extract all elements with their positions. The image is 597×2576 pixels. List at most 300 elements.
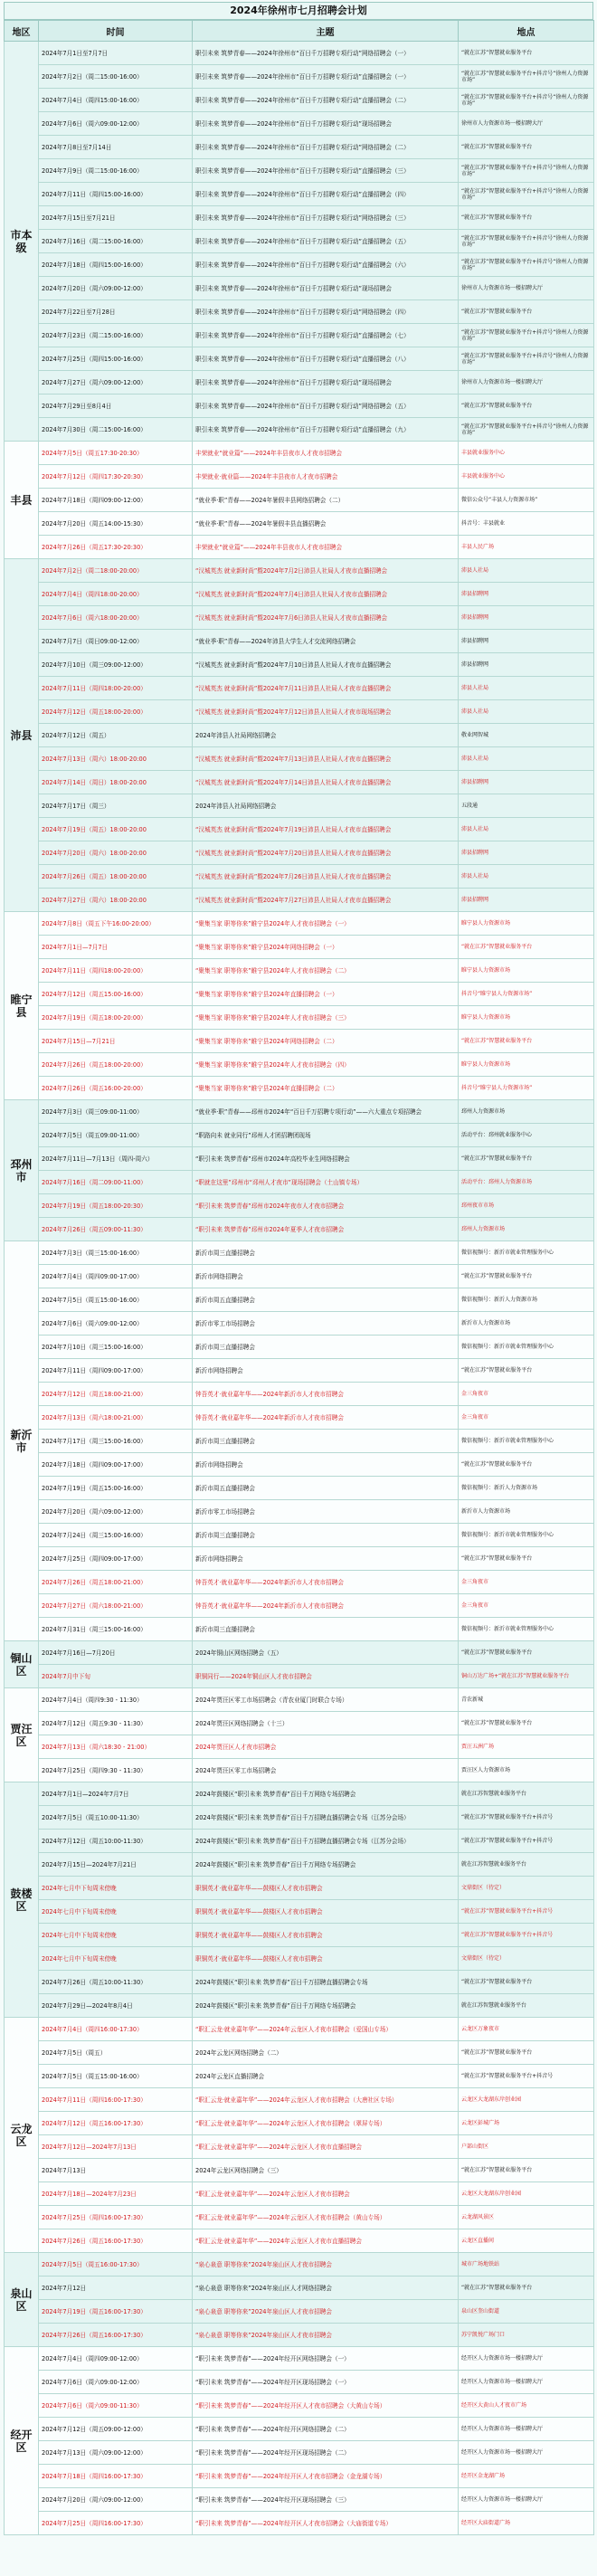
location-cell: 微信视频号：新沂市就业管理服务中心 bbox=[459, 1524, 594, 1547]
theme-cell: “泉心泉意 职等你来”2024年泉山区人才夜市招聘会 bbox=[193, 2324, 459, 2347]
location-cell: 活动平台：邳州人力资源市场 bbox=[459, 1171, 594, 1194]
time-cell: 2024年7月8日（周五下午16:00-20:00） bbox=[39, 912, 193, 936]
time-cell: 2024年7月15日—7月21日 bbox=[39, 1030, 193, 1053]
table-row bbox=[5, 630, 594, 653]
location-cell: 微信视频号：新沂市就业管理服务中心 bbox=[459, 1241, 594, 1265]
table-row bbox=[5, 253, 594, 277]
theme-cell: 职引未来 筑梦青春——2024年徐州市“百日千万招聘专项行动”网络招聘会（一） bbox=[193, 42, 459, 65]
table-row bbox=[5, 2371, 594, 2394]
theme-cell: 2024年云龙区网络招聘会（三） bbox=[193, 2159, 459, 2182]
time-cell: 2024年7月12日（周五18:00-21:00） bbox=[39, 1383, 193, 1406]
location-cell: “就在江苏”智慧就业服务平台+抖音号“徐州人力资源市场” bbox=[459, 230, 594, 253]
theme-cell: 职引未来 筑梦青春——2024年徐州市“百日千万招聘专项行动”直播招聘会（八） bbox=[193, 347, 459, 371]
table-row bbox=[5, 2065, 594, 2088]
theme-cell: 职铜英才·就业嘉年华——鼓楼区人才夜市招聘会 bbox=[193, 1947, 459, 1971]
location-cell: 五段通 bbox=[459, 794, 594, 818]
time-cell: 2024年7月12日（周五18:00-20:00） bbox=[39, 700, 193, 724]
theme-cell: “聚集当家 职等你来”睢宁县2024年直播招聘会（一） bbox=[193, 983, 459, 1006]
table-row bbox=[5, 794, 594, 818]
table-row bbox=[5, 1594, 594, 1618]
theme-cell: “就业季·职”青春——邳州市2024年“百日千万招聘专项行动”——六大重点专项招聘会 bbox=[193, 1100, 459, 1124]
location-cell: 经开区人力资源市场一楼招聘大厅 bbox=[459, 2347, 594, 2371]
time-cell: 2024年7月16日（周二09:00-11:00） bbox=[39, 1171, 193, 1194]
theme-cell: 职引未来 筑梦青春——2024年徐州市“百日千万招聘专项行动”直播招聘会（二） bbox=[193, 89, 459, 112]
table-row bbox=[5, 747, 594, 771]
theme-cell: “职引未来 筑梦青春”——2024年经开区网络招聘会（二） bbox=[193, 2418, 459, 2441]
time-cell: 2024年7月6日（周六09:00-12:00） bbox=[39, 2371, 193, 2394]
table-row bbox=[5, 1147, 594, 1171]
table-row bbox=[5, 394, 594, 418]
time-cell: 2024年7月中下旬 bbox=[39, 1665, 193, 1688]
location-cell: 丰县就业服务中心 bbox=[459, 442, 594, 465]
location-cell: 丰县就业服务中心 bbox=[459, 465, 594, 489]
location-cell: 抖音号“睢宁县人力资源市场” bbox=[459, 1077, 594, 1100]
theme-cell: “汉城英杰 就业新时尚”暨2024年7月27日沛县人社局人才夜市直播招聘会 bbox=[193, 889, 459, 912]
time-cell: 2024年7月17日（周三15:00-16:00） bbox=[39, 1430, 193, 1453]
location-cell: “就在江苏”智慧就业服务平台 bbox=[459, 936, 594, 959]
time-cell: 2024年7月6日（周六18:00-20:00） bbox=[39, 606, 193, 630]
table-row bbox=[5, 465, 594, 489]
time-cell: 2024年7月26日（周五10:00-11:30） bbox=[39, 1971, 193, 1994]
time-cell: 2024年7月26日（周五16:00-20:00） bbox=[39, 1077, 193, 1100]
time-cell: 2024年7月16日（周二15:00-16:00） bbox=[39, 230, 193, 253]
table-row bbox=[5, 159, 594, 183]
location-cell: 沛县人社局 bbox=[459, 700, 594, 724]
theme-cell: 2024年贾汪区零工市场招聘会（青农业厦门时联合专场） bbox=[193, 1688, 459, 1712]
location-cell: 沛县招聘网 bbox=[459, 889, 594, 912]
table-row bbox=[5, 418, 594, 442]
theme-cell: 职铜英才·就业嘉年华——鼓楼区人才夜市招聘会 bbox=[193, 1900, 459, 1924]
location-cell: 铜山万达广场+“就在江苏”智慧就业服务平台 bbox=[459, 1665, 594, 1688]
district-cell: 丰县 bbox=[5, 442, 39, 559]
time-cell: 2024年七月中下旬周末傍晚 bbox=[39, 1924, 193, 1947]
theme-cell: 职引未来 筑梦青春——2024年徐州市“百日千万招聘专项行动”网络招聘会（四） bbox=[193, 300, 459, 324]
table-row bbox=[5, 2300, 594, 2324]
theme-cell: 2024年沛县人社局网络招聘会 bbox=[193, 724, 459, 747]
theme-cell: “就业季·职”青春——2024年沛县大学生人才交流网络招聘会 bbox=[193, 630, 459, 653]
location-cell: “就在江苏”智慧就业服务平台 bbox=[459, 136, 594, 159]
time-cell: 2024年7月20日（周五14:00-15:30） bbox=[39, 512, 193, 536]
time-cell: 2024年7月11日—7月13日（周四-周六） bbox=[39, 1147, 193, 1171]
time-cell: 2024年7月4日（周四9:30 - 11:30） bbox=[39, 1688, 193, 1712]
location-cell: 沛县招聘网 bbox=[459, 606, 594, 630]
time-cell: 2024年7月5日（周五15:00-16:00） bbox=[39, 1288, 193, 1312]
location-cell: 经开区人力资源市场一楼招聘大厅 bbox=[459, 2488, 594, 2512]
location-cell: “就在江苏”智慧就业服务平台 bbox=[459, 206, 594, 230]
time-cell: 2024年7月11日（周四18:00-20:00） bbox=[39, 677, 193, 700]
theme-cell: 职引未来 筑梦青春——2024年徐州市“百日千万招聘专项行动”直播招聘会（七） bbox=[193, 324, 459, 347]
location-cell: “就在江苏”智慧就业服务平台 bbox=[459, 2277, 594, 2300]
time-cell: 2024年7月12日（周五9:30 - 11:30） bbox=[39, 1712, 193, 1735]
theme-cell: 职引未来 筑梦青春——2024年徐州市“百日千万招聘专项行动”直播招聘会（一） bbox=[193, 65, 459, 89]
location-cell: “就在江苏”智慧就业服务平台+抖音号“徐州人力资源市场” bbox=[459, 253, 594, 277]
theme-cell: “聚集当家 职等你来”睢宁县2024年人才夜市招聘会（二） bbox=[193, 959, 459, 983]
time-cell: 2024年7月16日—7月20日 bbox=[39, 1641, 193, 1665]
time-cell: 2024年7月6日（周六09:00-12:00） bbox=[39, 1312, 193, 1336]
table-row bbox=[5, 1806, 594, 1830]
theme-cell: 职引未来 筑梦青春——2024年徐州市“百日千万招聘专项行动”现场招聘会 bbox=[193, 371, 459, 394]
table-row bbox=[5, 841, 594, 865]
theme-cell: “职就在这里”邳州市“邳州人才夜市”现场招聘会（土山镇专场） bbox=[193, 1171, 459, 1194]
time-cell: 2024年7月12日 bbox=[39, 2277, 193, 2300]
location-cell: 金三角夜市 bbox=[459, 1406, 594, 1430]
location-cell: “就在江苏”智慧就业服务平台 bbox=[459, 1712, 594, 1735]
table-row bbox=[5, 1688, 594, 1712]
theme-cell: “就业季·职”青春——2024年暑假丰县直播招聘会 bbox=[193, 512, 459, 536]
time-cell: 2024年七月中下旬周末傍晚 bbox=[39, 1947, 193, 1971]
table-row bbox=[5, 230, 594, 253]
theme-cell: “汉城英杰 就业新时尚”暨2024年7月26日沛县人社局人才夜市直播招聘会 bbox=[193, 865, 459, 889]
time-cell: 2024年7月18日—2024年7月23日 bbox=[39, 2182, 193, 2206]
time-cell: 2024年7月13日 bbox=[39, 2159, 193, 2182]
location-cell: 沛县招聘网 bbox=[459, 841, 594, 865]
theme-cell: “汉城英杰 就业新时尚”暨2024年7月20日沛县人社局人才夜市直播招聘会 bbox=[193, 841, 459, 865]
table-row bbox=[5, 1218, 594, 1241]
location-cell: 就在江苏智慧就业服务平台 bbox=[459, 1782, 594, 1806]
table-row bbox=[5, 1830, 594, 1853]
time-cell: 2024年7月4日（周四18:00-20:00） bbox=[39, 583, 193, 606]
table-row bbox=[5, 89, 594, 112]
district-cell: 经开区 bbox=[5, 2347, 39, 2535]
location-cell: 沛县招聘网 bbox=[459, 630, 594, 653]
theme-cell: 职引未来 筑梦青春——2024年徐州市“百日千万招聘专项行动”直播招聘会（九） bbox=[193, 418, 459, 442]
theme-cell: “职引未来 筑梦青春”——2024年经开区现场招聘会（一） bbox=[193, 2371, 459, 2394]
time-cell: 2024年7月2日（周二15:00-16:00） bbox=[39, 65, 193, 89]
time-cell: 2024年7月3日（周三15:00-16:00） bbox=[39, 1241, 193, 1265]
location-cell: 微信公众号“丰县人力资源市场” bbox=[459, 489, 594, 512]
location-cell: 经开区人力资源市场一楼招聘大厅 bbox=[459, 2418, 594, 2441]
table-row bbox=[5, 2229, 594, 2253]
theme-cell: “职引未来 筑梦青春”邳州市2024年夜市人才夜市招聘会 bbox=[193, 1194, 459, 1218]
location-cell: 睢宁县人力资源市场 bbox=[459, 912, 594, 936]
table-row bbox=[5, 2018, 594, 2041]
theme-cell: 2024年云龙区直播招聘会 bbox=[193, 2065, 459, 2088]
theme-cell: 2024年沛县人社局网络招聘会 bbox=[193, 794, 459, 818]
time-cell: 2024年7月6日（周六09:00-11:30） bbox=[39, 2394, 193, 2418]
table-row bbox=[5, 2277, 594, 2300]
table-row bbox=[5, 1030, 594, 1053]
location-cell: “就在江苏”智慧就业服务平台 bbox=[459, 1453, 594, 1477]
theme-cell: 职铜英才·就业嘉年华——鼓楼区人才夜市招聘会 bbox=[193, 1924, 459, 1947]
theme-cell: “职引未来 筑梦青春”——2024年经开区现场招聘会（二） bbox=[193, 2441, 459, 2465]
theme-cell: 职铜同行——2024年铜山区人才夜市招聘会 bbox=[193, 1665, 459, 1688]
theme-cell: 丰荣就业·就业篇——2024年丰县夜市人才夜市招聘会 bbox=[193, 465, 459, 489]
table-row bbox=[5, 606, 594, 630]
theme-cell: “汉城英杰 就业新时尚”暨2024年7月11日沛县人社局人才夜市直播招聘会 bbox=[193, 677, 459, 700]
page-title: 2024年徐州市七月招聘会计划 bbox=[4, 2, 593, 20]
theme-cell: 职铜英才·就业嘉年华——鼓楼区人才夜市招聘会 bbox=[193, 1877, 459, 1900]
theme-cell: “职汇云龙·就业嘉年华”——2024年云龙区人才夜市招聘会（爱国山专场） bbox=[193, 2018, 459, 2041]
time-cell: 2024年7月29日至8月4日 bbox=[39, 394, 193, 418]
location-cell: 贾汪五洲广场 bbox=[459, 1735, 594, 1759]
theme-cell: 钟吾英才·就业嘉年华——2024年新沂市人才夜市招聘会 bbox=[193, 1594, 459, 1618]
theme-cell: 职引未来 筑梦青春——2024年徐州市“百日千万招聘专项行动”直播招聘会（六） bbox=[193, 253, 459, 277]
location-cell: “就在江苏”智慧就业服务平台 bbox=[459, 42, 594, 65]
location-cell: 沛县招聘网 bbox=[459, 771, 594, 794]
theme-cell: 2024年鼓楼区“职引未来 筑梦青春”百日千万网络专场招聘会 bbox=[193, 1994, 459, 2018]
table-row bbox=[5, 489, 594, 512]
time-cell: 2024年7月10日（周三15:00-16:00） bbox=[39, 1336, 193, 1359]
location-cell: 微信视频号：新沂人力资源市场 bbox=[459, 1477, 594, 1500]
table-row bbox=[5, 2347, 594, 2371]
table-row bbox=[5, 2465, 594, 2488]
table-row bbox=[5, 1547, 594, 1571]
location-cell: 云龙区万象夜市 bbox=[459, 2018, 594, 2041]
time-cell: 2024年7月19日（周五18:00-20:30） bbox=[39, 1194, 193, 1218]
time-cell: 2024年7月5日（周五15:00-16:00） bbox=[39, 2065, 193, 2088]
time-cell: 2024年7月12日（周五16:00-17:30） bbox=[39, 2112, 193, 2135]
location-cell: 新沂市人力资源市场 bbox=[459, 1312, 594, 1336]
time-cell: 2024年7月26日（周五09:00-11:30） bbox=[39, 1218, 193, 1241]
location-cell: 户部山街区 bbox=[459, 2135, 594, 2159]
theme-cell: 2024年鼓楼区“职引未来 筑梦青春”百日千万网络专场招聘会 bbox=[193, 1782, 459, 1806]
location-cell: 沛县人社局 bbox=[459, 747, 594, 771]
location-cell: 活动平台：邳州就业服务中心 bbox=[459, 1124, 594, 1147]
location-cell: 徐州市人力资源市场一楼招聘大厅 bbox=[459, 277, 594, 300]
table-row bbox=[5, 42, 594, 65]
table-row bbox=[5, 1665, 594, 1688]
time-cell: 2024年7月7日（周日09:00-12:00） bbox=[39, 630, 193, 653]
table-row bbox=[5, 536, 594, 559]
time-cell: 2024年7月2日（周二18:00-20:00） bbox=[39, 559, 193, 583]
theme-cell: “职引未来 筑梦青春”——2024年经开区现场招聘会（三） bbox=[193, 2488, 459, 2512]
location-cell: 经开区金龙湖广场 bbox=[459, 2465, 594, 2488]
theme-cell: 2024年铜山区网络招聘会（五） bbox=[193, 1641, 459, 1665]
time-cell: 2024年7月11日（周四15:00-16:00） bbox=[39, 183, 193, 206]
table-row bbox=[5, 983, 594, 1006]
district-cell: 鼓楼区 bbox=[5, 1782, 39, 2018]
location-cell: 云龙区大龙湖东岸创业园 bbox=[459, 2088, 594, 2112]
theme-cell: “汉城英杰 就业新时尚”暨2024年7月2日沛县人社局人才夜市直播招聘会 bbox=[193, 559, 459, 583]
time-cell: 2024年7月13日（周六）18:00-20:00 bbox=[39, 747, 193, 771]
table-row bbox=[5, 1006, 594, 1030]
table-row bbox=[5, 559, 594, 583]
table-row bbox=[5, 1947, 594, 1971]
time-cell: 2024年7月29日—2024年8月4日 bbox=[39, 1994, 193, 2018]
location-cell: “就在江苏”智慧就业服务平台 bbox=[459, 394, 594, 418]
district-cell: 贾汪区 bbox=[5, 1688, 39, 1782]
theme-cell: 丰荣就业“就业篇”——2024年丰县夜市人才夜市招聘会 bbox=[193, 442, 459, 465]
district-cell: 云龙区 bbox=[5, 2018, 39, 2253]
time-cell: 2024年7月12日（周五15:00-16:00） bbox=[39, 983, 193, 1006]
location-cell: 云龙湖风景区 bbox=[459, 2206, 594, 2229]
table-row bbox=[5, 818, 594, 841]
table-row bbox=[5, 2159, 594, 2182]
theme-cell: “职引未来 筑梦青春”——2024年经开区人才夜市招聘会（金龙湖专场） bbox=[193, 2465, 459, 2488]
time-cell: 2024年7月26日（周五18:00-21:00） bbox=[39, 1571, 193, 1594]
theme-cell: “职引未来 筑梦青春”邳州市2024年高校毕业生网络招聘会 bbox=[193, 1147, 459, 1171]
table-row bbox=[5, 1171, 594, 1194]
location-cell: 沛县招聘网 bbox=[459, 583, 594, 606]
time-cell: 2024年7月24日（周三15:00-16:00） bbox=[39, 1524, 193, 1547]
time-cell: 2024年7月23日（周二15:00-16:00） bbox=[39, 324, 193, 347]
time-cell: 2024年7月15日—2024年7月21日 bbox=[39, 1853, 193, 1877]
time-cell: 2024年7月8日至7月14日 bbox=[39, 136, 193, 159]
location-cell: “就在江苏”智慧就业服务平台 bbox=[459, 1641, 594, 1665]
table-row bbox=[5, 2394, 594, 2418]
table-row bbox=[5, 65, 594, 89]
location-cell: 金三角夜市 bbox=[459, 1383, 594, 1406]
table-row bbox=[5, 2088, 594, 2112]
time-cell: 2024年7月11日（周四09:00-17:00） bbox=[39, 1359, 193, 1383]
time-cell: 2024年7月25日（周四15:00-16:00） bbox=[39, 347, 193, 371]
time-cell: 2024年7月5日（周五17:30-20:30） bbox=[39, 442, 193, 465]
header-row bbox=[5, 21, 594, 42]
time-cell: 2024年7月5日（周五10:00-11:30） bbox=[39, 1806, 193, 1830]
time-cell: 2024年7月6日（周六09:00-12:00） bbox=[39, 112, 193, 136]
theme-cell: “聚集当家 职等你来”睢宁县2024年人才夜市招聘会（一） bbox=[193, 912, 459, 936]
location-cell: “就在江苏”智慧就业服务平台+抖音号“徐州人力资源市场” bbox=[459, 347, 594, 371]
table-row bbox=[5, 1524, 594, 1547]
location-cell: 沛县招聘网 bbox=[459, 653, 594, 677]
location-cell: 徐州市人力资源市场一楼招聘大厅 bbox=[459, 112, 594, 136]
location-cell: 抖音号“睢宁县人力资源市场” bbox=[459, 983, 594, 1006]
location-cell: “就在江苏”智慧就业服务平台+抖音号“徐州人力资源市场” bbox=[459, 183, 594, 206]
theme-cell: 新沂市零工市场招聘会 bbox=[193, 1312, 459, 1336]
location-cell: 泉山区奎山街道 bbox=[459, 2300, 594, 2324]
time-cell: 2024年7月25日（周四9:30 - 11:30） bbox=[39, 1759, 193, 1782]
table-row bbox=[5, 1100, 594, 1124]
table-body bbox=[5, 42, 594, 2535]
time-cell: 2024年7月4日（周四16:00-17:30） bbox=[39, 2018, 193, 2041]
time-cell: 2024年7月10日（周三09:00-12:00） bbox=[39, 653, 193, 677]
table-row bbox=[5, 1853, 594, 1877]
table-row bbox=[5, 1288, 594, 1312]
table-row bbox=[5, 1571, 594, 1594]
theme-cell: 新沂市周三直播招聘会 bbox=[193, 1618, 459, 1641]
time-cell: 2024年7月11日（周四18:00-20:00） bbox=[39, 959, 193, 983]
theme-cell: “职汇云龙·就业嘉年华”——2024年云龙区人才夜市招聘会（翠屏专场） bbox=[193, 2112, 459, 2135]
time-cell: 2024年7月1日—2024年7月7日 bbox=[39, 1782, 193, 1806]
time-cell: 2024年7月25日（周四16:00-17:30） bbox=[39, 2206, 193, 2229]
table-row bbox=[5, 1077, 594, 1100]
table-row bbox=[5, 277, 594, 300]
time-cell: 2024年7月27日（周六09:00-12:00） bbox=[39, 371, 193, 394]
theme-cell: 2024年云龙区网络招聘会（二） bbox=[193, 2041, 459, 2065]
time-cell: 2024年7月5日（周五16:00-17:30） bbox=[39, 2253, 193, 2277]
time-cell: 2024年7月15日至7月21日 bbox=[39, 206, 193, 230]
theme-cell: 2024年贾汪区人才夜市招聘会 bbox=[193, 1735, 459, 1759]
location-cell: “就在江苏”智慧就业服务平台 bbox=[459, 1265, 594, 1288]
theme-cell: “汉城英杰 就业新时尚”暨2024年7月13日沛县人社局人才夜市直播招聘会 bbox=[193, 747, 459, 771]
theme-cell: 职引未来 筑梦青春——2024年徐州市“百日千万招聘专项行动”直播招聘会（三） bbox=[193, 159, 459, 183]
table-row bbox=[5, 677, 594, 700]
time-cell: 2024年7月19日（周五15:00-16:00） bbox=[39, 1477, 193, 1500]
table-row bbox=[5, 347, 594, 371]
location-cell: 沛县人社局 bbox=[459, 865, 594, 889]
time-cell: 2024年7月12日（周五） bbox=[39, 724, 193, 747]
table-row bbox=[5, 1500, 594, 1524]
table-row bbox=[5, 442, 594, 465]
time-cell: 2024年7月9日（周二15:00-16:00） bbox=[39, 159, 193, 183]
location-cell: 就在江苏智慧就业服务平台 bbox=[459, 1853, 594, 1877]
table-row bbox=[5, 1877, 594, 1900]
table-row bbox=[5, 112, 594, 136]
location-cell: 沛县人社局 bbox=[459, 818, 594, 841]
time-cell: 2024年7月4日（周四09:00-12:00） bbox=[39, 2347, 193, 2371]
table-row bbox=[5, 1194, 594, 1218]
theme-cell: 新沂市零工市场招聘会 bbox=[193, 1500, 459, 1524]
theme-cell: 钟吾英才·就业嘉年华——2024年新沂市人才夜市招聘会 bbox=[193, 1383, 459, 1406]
table-row bbox=[5, 2324, 594, 2347]
theme-cell: “聚集当家 职等你来”睢宁县2024年人才夜市招聘会（四） bbox=[193, 1053, 459, 1077]
theme-cell: “泉心泉意 职等你来”2024年泉山区人才夜市招聘会 bbox=[193, 2300, 459, 2324]
theme-cell: “职汇云龙·就业嘉年华”——2024年云龙区人才夜市直播招聘会 bbox=[193, 2135, 459, 2159]
theme-cell: 钟吾英才·就业嘉年华——2024年新沂市人才夜市招聘会 bbox=[193, 1406, 459, 1430]
table-row bbox=[5, 936, 594, 959]
table-row bbox=[5, 700, 594, 724]
table-row bbox=[5, 1336, 594, 1359]
location-cell: 微信视频号：新沂人力资源市场 bbox=[459, 1288, 594, 1312]
theme-cell: “聚集当家 职等你来”睢宁县2024年人才夜市招聘会（三） bbox=[193, 1006, 459, 1030]
theme-cell: 2024年鼓楼区“职引未来 筑梦青春”百日千万网络专场招聘会 bbox=[193, 1853, 459, 1877]
district-cell: 铜山区 bbox=[5, 1641, 39, 1688]
location-cell: 丰县人民广场 bbox=[459, 536, 594, 559]
location-cell: 沛县人社局 bbox=[459, 559, 594, 583]
table-row bbox=[5, 2182, 594, 2206]
theme-cell: 职引未来 筑梦青春——2024年徐州市“百日千万招聘专项行动”直播招聘会（五） bbox=[193, 230, 459, 253]
location-cell: 邳州人力资源市场 bbox=[459, 1100, 594, 1124]
table-row bbox=[5, 889, 594, 912]
theme-cell: 新沂市网络招聘会 bbox=[193, 1547, 459, 1571]
theme-cell: “汉城英杰 就业新时尚”暨2024年7月12日沛县人社局人才夜市现场招聘会 bbox=[193, 700, 459, 724]
theme-cell: 新沂市周五直播招聘会 bbox=[193, 1477, 459, 1500]
location-cell: 邳州人力资源市场 bbox=[459, 1218, 594, 1241]
theme-cell: “就业季·职”青春——2024年暑假丰县网络招聘会（二） bbox=[193, 489, 459, 512]
theme-cell: “泉心泉意 职等你来”2024年泉山区人才夜市招聘会 bbox=[193, 2253, 459, 2277]
location-cell: 抖音号：丰县就业 bbox=[459, 512, 594, 536]
location-cell: 睢宁县人力资源市场 bbox=[459, 1053, 594, 1077]
table-row bbox=[5, 1641, 594, 1665]
time-cell: 2024年7月20日（周六09:00-12:00） bbox=[39, 1500, 193, 1524]
table-row bbox=[5, 2418, 594, 2441]
location-cell: “就在江苏”智慧就业服务平台+抖音号“徐州人力资源市场” bbox=[459, 65, 594, 89]
location-cell: 文鼎街区（待定） bbox=[459, 1947, 594, 1971]
table-row bbox=[5, 2253, 594, 2277]
time-cell: 2024年7月11日（周四16:00-17:30） bbox=[39, 2088, 193, 2112]
header-district: 地区 bbox=[5, 21, 39, 42]
table-row bbox=[5, 1971, 594, 1994]
table-row bbox=[5, 1900, 594, 1924]
theme-cell: 新沂市网络招聘会 bbox=[193, 1265, 459, 1288]
theme-cell: “汉城英杰 就业新时尚”暨2024年7月19日沛县人社局人才夜市直播招聘会 bbox=[193, 818, 459, 841]
theme-cell: 职引未来 筑梦青春——2024年徐州市“百日千万招聘专项行动”现场招聘会 bbox=[193, 277, 459, 300]
time-cell: 2024年7月18日（周四15:00-16:00） bbox=[39, 253, 193, 277]
theme-cell: 新沂市周三直播招聘会 bbox=[193, 1524, 459, 1547]
time-cell: 2024年7月4日（周四09:00-17:00） bbox=[39, 1265, 193, 1288]
location-cell: 贾汪区人力资源市场 bbox=[459, 1759, 594, 1782]
time-cell: 2024年7月20日（周六09:00-12:00） bbox=[39, 2488, 193, 2512]
table-row bbox=[5, 1735, 594, 1759]
table-row bbox=[5, 2041, 594, 2065]
theme-cell: 钟吾英才·就业嘉年华——2024年新沂市人才夜市招聘会 bbox=[193, 1571, 459, 1594]
location-cell: 经开区人力资源市场一楼招聘大厅 bbox=[459, 2441, 594, 2465]
location-cell: 微信视频号：新沂市就业管理服务中心 bbox=[459, 1336, 594, 1359]
table-row bbox=[5, 2441, 594, 2465]
location-cell: 苏宁凯悦广场门口 bbox=[459, 2324, 594, 2347]
table-row bbox=[5, 206, 594, 230]
theme-cell: “职引未来 筑梦青春”——2024年经开区人才夜市招聘会（大黄山专场） bbox=[193, 2394, 459, 2418]
table-row bbox=[5, 1406, 594, 1430]
table-row bbox=[5, 183, 594, 206]
theme-cell: 职引未来 筑梦青春——2024年徐州市“百日千万招聘专项行动”现场招聘会 bbox=[193, 112, 459, 136]
theme-cell: 新沂市周三直播招聘会 bbox=[193, 1241, 459, 1265]
location-cell: “就在江苏”智慧就业服务平台 bbox=[459, 300, 594, 324]
location-cell: 金三角夜市 bbox=[459, 1594, 594, 1618]
time-cell: 2024年7月13日（周六09:00-12:00） bbox=[39, 2441, 193, 2465]
time-cell: 2024年7月30日（周二15:00-16:00） bbox=[39, 418, 193, 442]
theme-cell: “职汇云龙·就业嘉年华”——2024年云龙区人才夜市招聘会（黄山专场） bbox=[193, 2206, 459, 2229]
